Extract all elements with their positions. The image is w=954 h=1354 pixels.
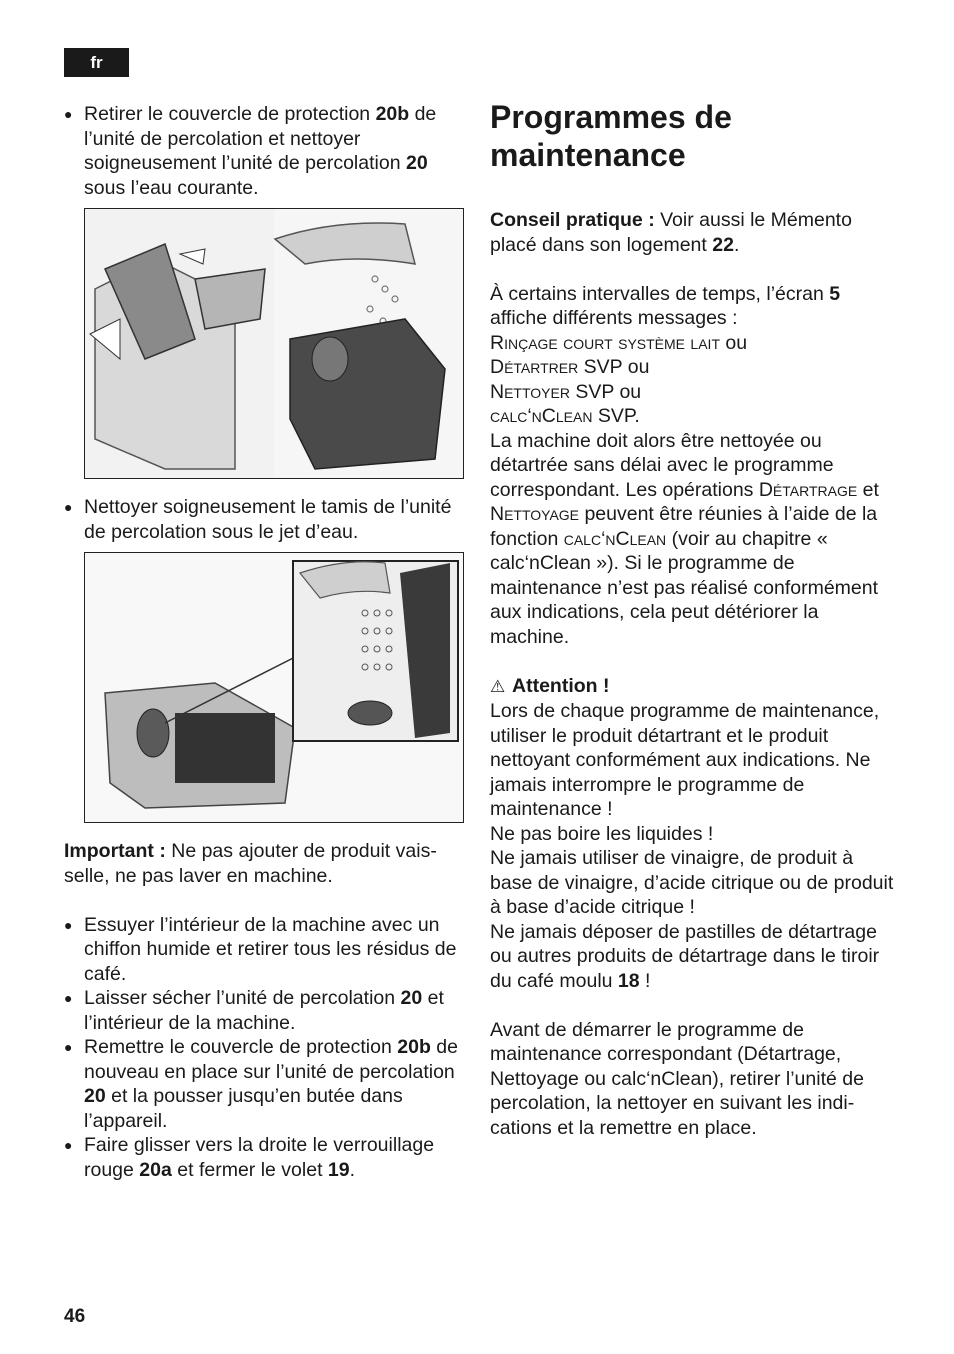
list-item: ● Remettre le couvercle de protection 20b de nouveau en place sur l’unité de percolation 20 et la pousser jusqu’en butée dans l’appareil. <box>64 1035 464 1133</box>
illustration-clean-sieve <box>84 552 464 823</box>
intervals-paragraph: À certains intervalles de temps, l’écran 5 affiche différents messages : <box>490 282 841 329</box>
before-start-paragraph: Avant de démarrer le programme de maintenance correspondant (Détartrage, Nettoyage ou calc‘nClean), retirer l’unité de percolation, la nettoyer en suivant les indi-cations et la remettre en place. <box>490 1018 864 1139</box>
warning-icon: ⚠ <box>490 676 506 696</box>
practical-tip: Conseil pratique : Voir aussi le Mémento placé dans son logement 22. <box>490 209 852 256</box>
attention-line-2: Ne pas boire les liquides ! <box>490 822 714 845</box>
right-column <box>490 98 900 1140</box>
bullet-list-1 <box>64 102 464 200</box>
attention-line-3: Ne jamais utiliser de vinaigre, de produit à base de vinaigre, d’acide citrique ou de produit à base d’acide citrique ! <box>490 847 894 918</box>
left-column <box>64 102 464 1182</box>
list-item: ● Faire glisser vers la droite le verrouillage rouge 20a et fermer le volet 19. <box>64 1133 464 1182</box>
display-message-4: calc‘nClean SVP. <box>490 405 640 427</box>
list-item: ● Laisser sécher l’unité de percolation 20 et l’intérieur de la machine. <box>64 986 464 1035</box>
display-message-3: Nettoyer SVP ou <box>490 380 642 403</box>
display-message-2: Détartrer SVP ou <box>490 356 650 378</box>
display-message-1: Rinçage court système lait ou <box>490 331 748 354</box>
brewing-unit-illustration <box>85 209 463 478</box>
list-item: ● Retirer le couvercle de protection 20b de l’unité de percolation et nettoyer soigneusement l’unité de percolation 20 sous l’eau courante. <box>64 102 464 200</box>
attention-line-4: Ne jamais déposer de pastilles de détartrage ou autres produits de détartrage dans le tiroir du café moulu 18 ! <box>490 920 880 992</box>
bullet-list-3 <box>64 913 464 1183</box>
list-item: ● Essuyer l’intérieur de la machine avec un chiffon humide et retirer tous les résidus de café. <box>64 913 464 987</box>
page-number: 46 <box>64 1306 86 1327</box>
important-note: Important : Ne pas ajouter de produit vais-selle, ne pas laver en machine. <box>64 840 437 887</box>
list-item: ● Nettoyer soigneusement le tamis de l’unité de percolation sous le jet d’eau. <box>64 495 464 544</box>
section-heading: Programmes de maintenance <box>490 99 732 173</box>
attention-line-1: Lors de chaque programme de maintenance, utiliser le produit détartrant et le produit nettoyant conformément aux indications. Ne jamais interrompre le programme de maintenance ! <box>490 700 880 820</box>
language-tag: fr <box>64 48 129 77</box>
machine-paragraph: La machine doit alors être nettoyée ou détartrée sans délai avec le programme correspondant. Les opérations Détartrage et Nettoyage peuvent être réunies à l’aide de la fonction calc‘nClean (voir au chapitre « calc‘nClean »). Si le programme de maintenance n’est pas réalisé conformément aux indications, cela peut détériorer la machine. <box>490 429 879 648</box>
sieve-illustration <box>85 553 463 822</box>
illustration-remove-cover <box>84 208 464 479</box>
bullet-list-2 <box>64 495 464 544</box>
attention-heading: ⚠ Attention ! <box>490 674 900 700</box>
